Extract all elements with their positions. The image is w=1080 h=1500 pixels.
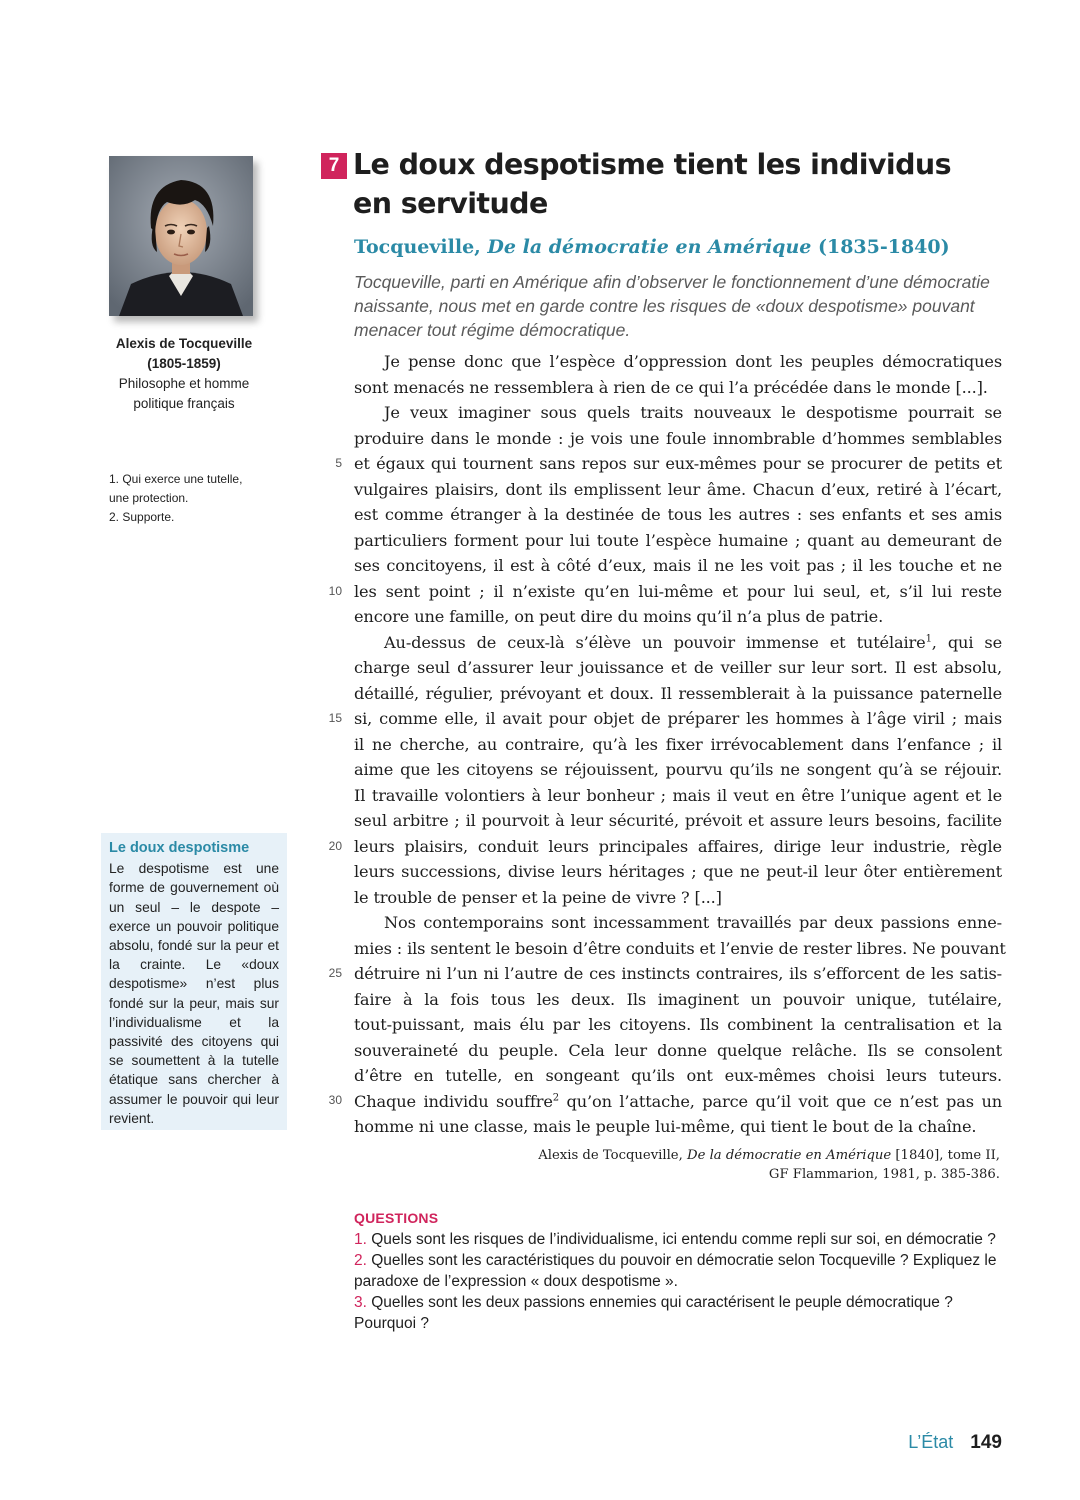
line-number: 15 xyxy=(328,711,342,725)
footnote-line: une protection. xyxy=(109,491,189,505)
text-line: d’être en tutelle, en songeant qu’ils ont eux-mêmes choisi leurs tuteurs. xyxy=(354,1066,1002,1085)
text-line: faire à la fois tous les deux. Ils imaginent un pouvoir unique, tutélaire, xyxy=(354,989,1002,1009)
definition-title: Le doux despotisme xyxy=(109,840,250,856)
source-work: De la démocratie en Amérique xyxy=(487,236,812,258)
portrait-illustration xyxy=(109,156,253,316)
text-line: le trouble de penser et la peine de vivre ? [...] xyxy=(354,887,722,907)
source-dates: (1835-1840) xyxy=(817,236,950,258)
citation-rest: [1840], tome II, xyxy=(895,1148,1000,1163)
footnote-line: 1. Qui exerce une tutelle, xyxy=(109,472,243,486)
question-text: Quelles sont les deux passions ennemies qui caractérisent le peuple démocratique ? Pourquoi ? xyxy=(354,1294,953,1332)
text-line: tout-puissant, mais élu par les citoyens. Ils combinent la centralisation et la xyxy=(354,1015,1002,1034)
question-text: Quelles sont les caractéristiques du pouvoir en démocratie selon Tocqueville ? Expliquez le paradoxe de l’expression « doux despotisme ». xyxy=(354,1252,997,1290)
question-text: Quels sont les risques de l’individualisme, ici entendu comme repli sur soi, en démocratie ? xyxy=(371,1231,996,1248)
definition-box xyxy=(101,833,287,1130)
text-line-with-note xyxy=(354,1089,1002,1115)
line-number: 10 xyxy=(328,584,342,598)
footnotes xyxy=(109,470,279,527)
question-number: 3. xyxy=(354,1294,367,1311)
text-line: il ne cherche, au contraire, qu’à les fixer irrévocablement dans l’enfance ; il xyxy=(354,734,1002,754)
question-number: 1. xyxy=(354,1231,367,1248)
text-line: sont menacés ne ressemblera à rien de ce qui l’a précédée dans le monde [...]. xyxy=(354,377,988,397)
text-line: les sent point ; il n’existe qu’en lui-même et pour lui seul, et, s’il lui reste xyxy=(354,581,1002,601)
portrait-role-line1: Philosophe et homme xyxy=(118,376,250,391)
definition-text: Le despotisme est une forme de gouvernement où un seul – le despote – exerce un pouvoir politique absolu, fondé sur la peur et la crainte. Le «doux despotisme» n’est plus fondé sur la peur, mais sur l’individualisme et la passivité des citoyens qui se soumettent à la tutelle étatique sans chercher à assumer le pouvoir qui leur revient. xyxy=(109,861,279,1126)
footer-section: L’État xyxy=(908,1432,954,1452)
footnote-ref: 1 xyxy=(925,633,932,645)
page-footer xyxy=(908,1432,1002,1454)
text-line: vulgaires plaisirs, dont ils emplissent leur âme. Chacun d’eux, retiré à l’écart, xyxy=(354,479,1002,499)
text-line: Nos contemporains sont incessamment travaillés par deux passions enne- xyxy=(384,913,1002,932)
text-line: Je pense donc que l’espèce d’oppression dont les peuples démocratiques xyxy=(384,352,1002,371)
question-item xyxy=(354,1292,1004,1334)
portrait-dates: (1805-1859) xyxy=(147,356,221,371)
text-segment: Au-dessus de ceux-là s’élève un pouvoir immense et tutélaire xyxy=(384,632,926,652)
text-line-with-note xyxy=(354,630,1002,656)
text-line: détaillé, régulier, prévoyant et doux. Il ressemblerait à la puissance paternelle xyxy=(354,683,1002,703)
line-number: 20 xyxy=(328,839,342,853)
main-text xyxy=(354,349,1006,1140)
text-line: si, comme elle, il avait pour objet de préparer les hommes à l’âge viril ; mais xyxy=(354,709,1002,728)
text-line: seul arbitre ; il pourvoit à leur sécurité, prévoit et assure leurs besoins, facilite xyxy=(354,811,1002,830)
question-number: 2. xyxy=(354,1252,367,1269)
text-line: Il travaille volontiers à leur bonheur ; mais il veut en être l’unique agent et le xyxy=(354,785,1002,805)
text-line: leurs successions, divise leurs héritages ; que ne peut-il leur ôter entièrement xyxy=(354,862,1002,881)
questions-section xyxy=(354,1208,1004,1334)
text-line: ses concitoyens, il est à côté d’eux, mais il ne les voit pas ; il les touche et ne xyxy=(354,556,1002,575)
line-number: 25 xyxy=(328,966,342,980)
document-title: Le doux despotisme tient les individus en servitude xyxy=(353,148,951,220)
document-intro: Tocqueville, parti en Amérique afin d’observer le fonctionnement d’une démocratie naissante, nous met en garde contre les risques de «doux despotisme» pouvant menacer tout régime démocratique. xyxy=(354,272,990,340)
citation-work: De la démocratie en Amérique xyxy=(687,1148,892,1163)
text-line: et égaux qui tournent sans repos sur eux-mêmes pour se procurer de petits et xyxy=(354,454,1002,473)
citation-author: Alexis de Tocqueville, xyxy=(538,1148,683,1163)
text-line: détruire ni l’un ni l’autre de ces instincts contraires, ils s’efforcent de les satis- xyxy=(354,964,1002,983)
document-source xyxy=(354,236,1004,258)
line-number: 30 xyxy=(328,1093,342,1107)
citation-line1 xyxy=(480,1146,1000,1165)
text-line: mies : ils sentent le besoin d’être conduits et l’envie de rester libres. Ne pouvant xyxy=(354,938,1006,958)
footnote-ref: 2 xyxy=(552,1092,559,1104)
text-line: encore une famille, on peut dire du moins qu’il n’a plus de patrie. xyxy=(354,607,884,626)
source-author: Tocqueville, xyxy=(354,236,481,258)
text-line: charge seul d’assurer leur jouissance et de veiller sur leur sort. Il est absolu, xyxy=(354,658,1002,677)
text-line: produire dans le monde : je vois une foule innombrable d’hommes semblables xyxy=(354,428,1002,448)
text-segment: , qui se xyxy=(931,632,1003,652)
questions-title: QUESTIONS xyxy=(354,1210,439,1226)
text-line: est comme étranger à la destinée de tous les autres : ses enfants et ses amis xyxy=(354,505,1002,524)
text-segment: Chaque individu souffre xyxy=(354,1091,553,1111)
text-line: homme ni une classe, mais le peuple lui-même, qui tient le bout de la chaîne. xyxy=(354,1117,977,1136)
portrait-caption xyxy=(104,334,264,414)
text-line: aime que les citoyens se réjouissent, pourvu qu’ils ne songent qu’à se réjouir. xyxy=(354,760,1002,779)
text-line: particuliers forment pour lui toute l’espèce humaine ; quant au demeurant de xyxy=(354,530,1002,550)
line-number: 5 xyxy=(335,456,342,470)
citation-line2: GF Flammarion, 1981, p. 385-386. xyxy=(768,1167,1000,1182)
text-line: Je veux imaginer sous quels traits nouveaux le despotisme pourrait se xyxy=(384,403,1002,422)
portrait-name: Alexis de Tocqueville xyxy=(115,336,253,351)
text-segment: qu’on l’attache, parce qu’il voit que ce n’est pas un xyxy=(558,1091,1002,1111)
page-number: 149 xyxy=(970,1432,1002,1453)
text-line: souveraineté du peuple. Cela leur donne quelque relâche. Ils se consolent xyxy=(354,1040,1002,1060)
question-item xyxy=(354,1229,1004,1250)
citation xyxy=(480,1146,1000,1184)
portrait-role-line2: politique français xyxy=(133,396,235,411)
portrait-image xyxy=(109,156,253,316)
text-line: leurs plaisirs, conduit leurs principales affaires, dirige leur industrie, règle xyxy=(354,836,1002,856)
question-item xyxy=(354,1250,1004,1292)
footnote-line: 2. Supporte. xyxy=(109,510,175,524)
document-number-badge: 7 xyxy=(321,153,347,179)
